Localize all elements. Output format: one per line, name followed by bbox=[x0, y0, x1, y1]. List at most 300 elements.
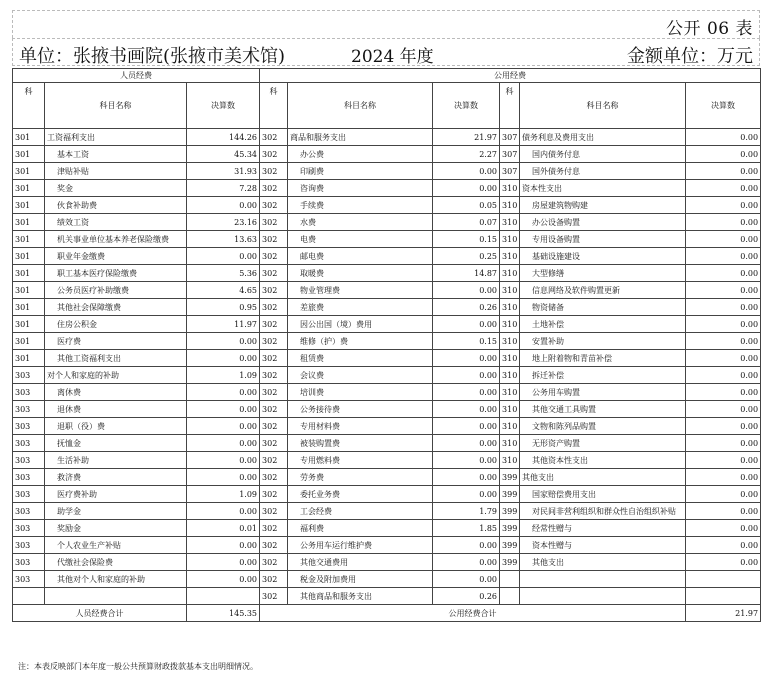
public-a-name-cell: 会议费 bbox=[288, 367, 433, 384]
personnel-code-cell: 301 bbox=[13, 146, 45, 163]
personnel-amount-cell: 4.65 bbox=[187, 282, 260, 299]
public-a-name-cell: 差旅费 bbox=[288, 299, 433, 316]
public-b-name-cell: 国外债务付息 bbox=[520, 163, 686, 180]
public-b-amount-cell: 0.00 bbox=[686, 282, 761, 299]
personnel-amount-cell: 0.00 bbox=[187, 571, 260, 588]
public-a-amount-cell: 0.26 bbox=[433, 299, 500, 316]
personnel-code-cell: 303 bbox=[13, 554, 45, 571]
table-row bbox=[13, 163, 761, 180]
public-b-name-cell bbox=[520, 588, 686, 605]
public-b-name-cell: 公务用车购置 bbox=[520, 384, 686, 401]
public-a-code-cell: 302 bbox=[260, 367, 288, 384]
public-b-code-cell: 310 bbox=[500, 435, 520, 452]
public-a-code-cell: 302 bbox=[260, 163, 288, 180]
personnel-code-cell: 301 bbox=[13, 214, 45, 231]
public-b-code-cell: 310 bbox=[500, 231, 520, 248]
personnel-amount-cell: 0.00 bbox=[187, 384, 260, 401]
personnel-amount-cell: 7.28 bbox=[187, 180, 260, 197]
table-row bbox=[13, 571, 761, 588]
public-a-name-cell: 因公出国（境）费用 bbox=[288, 316, 433, 333]
public-b-name-cell: 对民间非营利组织和群众性自治组织补贴 bbox=[520, 503, 686, 520]
public-a-code-cell: 302 bbox=[260, 520, 288, 537]
personnel-name-cell: 退职（役）费 bbox=[45, 418, 187, 435]
public-a-name-cell: 印刷费 bbox=[288, 163, 433, 180]
personnel-code-cell: 301 bbox=[13, 265, 45, 282]
public-total-label: 公用经费合计 bbox=[260, 605, 686, 622]
personnel-name-cell: 奖励金 bbox=[45, 520, 187, 537]
personnel-amount-cell: 5.36 bbox=[187, 265, 260, 282]
totals-row bbox=[13, 605, 761, 622]
public-b-amount-cell: 0.00 bbox=[686, 333, 761, 350]
personnel-name-cell: 伙食补助费 bbox=[45, 197, 187, 214]
public-a-code-cell: 302 bbox=[260, 214, 288, 231]
personnel-name-cell: 生活补助 bbox=[45, 452, 187, 469]
unit-label: 单位：张掖书画院(张掖市美术馆) bbox=[19, 46, 286, 67]
public-a-amount-cell: 0.00 bbox=[433, 316, 500, 333]
table-row bbox=[13, 384, 761, 401]
public-b-code-cell: 399 bbox=[500, 520, 520, 537]
public-b-code-cell: 307 bbox=[500, 163, 520, 180]
table-row bbox=[13, 231, 761, 248]
public-a-amount-cell: 21.97 bbox=[433, 129, 500, 146]
public-b-code-cell: 307 bbox=[500, 129, 520, 146]
public-b-amount-cell: 0.00 bbox=[686, 503, 761, 520]
personnel-code-cell: 303 bbox=[13, 469, 45, 486]
table-row bbox=[13, 554, 761, 571]
table-row bbox=[13, 299, 761, 316]
table-row bbox=[13, 452, 761, 469]
public-b-name-cell: 拆迁补偿 bbox=[520, 367, 686, 384]
public-b-code-cell bbox=[500, 588, 520, 605]
public-a-name-cell: 办公费 bbox=[288, 146, 433, 163]
public-a-name-cell: 培训费 bbox=[288, 384, 433, 401]
table-row bbox=[13, 350, 761, 367]
public-b-name-cell: 文物和陈列品购置 bbox=[520, 418, 686, 435]
personnel-amount-cell: 13.63 bbox=[187, 231, 260, 248]
personnel-amount-cell: 0.95 bbox=[187, 299, 260, 316]
public-b-name-cell: 专用设备购置 bbox=[520, 231, 686, 248]
public-a-amount-cell: 0.26 bbox=[433, 588, 500, 605]
public-a-name-cell: 电费 bbox=[288, 231, 433, 248]
personnel-amount-cell: 1.09 bbox=[187, 486, 260, 503]
public-b-code-cell: 310 bbox=[500, 384, 520, 401]
section-personnel: 人员经费 bbox=[13, 69, 260, 83]
personnel-code-cell: 303 bbox=[13, 401, 45, 418]
public-b-amount-cell: 0.00 bbox=[686, 248, 761, 265]
public-b-name-cell: 其他支出 bbox=[520, 469, 686, 486]
public-b-code-cell: 310 bbox=[500, 333, 520, 350]
public-a-code-cell: 302 bbox=[260, 571, 288, 588]
personnel-amount-cell: 0.00 bbox=[187, 401, 260, 418]
public-b-code-cell: 310 bbox=[500, 401, 520, 418]
public-a-amount-cell: 0.25 bbox=[433, 248, 500, 265]
personnel-code-cell bbox=[13, 588, 45, 605]
personnel-code-cell: 301 bbox=[13, 129, 45, 146]
table-row bbox=[13, 214, 761, 231]
public-b-amount-cell: 0.00 bbox=[686, 486, 761, 503]
personnel-code-cell: 301 bbox=[13, 316, 45, 333]
personnel-name-cell: 对个人和家庭的补助 bbox=[45, 367, 187, 384]
table-row bbox=[13, 469, 761, 486]
public-a-name-cell: 工会经费 bbox=[288, 503, 433, 520]
table-row bbox=[13, 248, 761, 265]
personnel-amount-cell: 0.00 bbox=[187, 197, 260, 214]
public-a-name-cell: 邮电费 bbox=[288, 248, 433, 265]
public-b-code-cell: 310 bbox=[500, 214, 520, 231]
public-a-amount-cell: 0.00 bbox=[433, 537, 500, 554]
personnel-code-cell: 301 bbox=[13, 350, 45, 367]
public-b-amount-cell: 0.00 bbox=[686, 146, 761, 163]
personnel-amount-cell: 0.00 bbox=[187, 418, 260, 435]
public-a-code-cell: 302 bbox=[260, 486, 288, 503]
header-code: 科 bbox=[13, 83, 45, 129]
table-row bbox=[13, 367, 761, 384]
personnel-name-cell: 其他工资福利支出 bbox=[45, 350, 187, 367]
public-a-amount-cell: 0.00 bbox=[433, 401, 500, 418]
public-a-amount-cell: 0.05 bbox=[433, 197, 500, 214]
public-b-code-cell: 310 bbox=[500, 350, 520, 367]
public-b-amount-cell: 0.00 bbox=[686, 350, 761, 367]
public-a-code-cell: 302 bbox=[260, 146, 288, 163]
public-b-amount-cell: 0.00 bbox=[686, 537, 761, 554]
personnel-total-value: 145.35 bbox=[187, 605, 260, 622]
table-row bbox=[13, 401, 761, 418]
public-b-code-cell: 310 bbox=[500, 452, 520, 469]
personnel-name-cell: 代缴社会保险费 bbox=[45, 554, 187, 571]
public-a-amount-cell: 0.00 bbox=[433, 384, 500, 401]
public-b-code-cell: 399 bbox=[500, 469, 520, 486]
header-code: 科 bbox=[260, 83, 288, 129]
public-b-amount-cell: 0.00 bbox=[686, 129, 761, 146]
header-amount: 决算数 bbox=[187, 83, 260, 129]
table-row bbox=[13, 129, 761, 146]
public-b-code-cell: 310 bbox=[500, 265, 520, 282]
public-a-code-cell: 302 bbox=[260, 248, 288, 265]
public-a-amount-cell: 0.00 bbox=[433, 469, 500, 486]
public-a-name-cell: 手续费 bbox=[288, 197, 433, 214]
personnel-name-cell: 工资福利支出 bbox=[45, 129, 187, 146]
public-a-code-cell: 302 bbox=[260, 299, 288, 316]
public-b-amount-cell: 0.00 bbox=[686, 231, 761, 248]
expenditure-table bbox=[12, 68, 761, 622]
personnel-code-cell: 303 bbox=[13, 384, 45, 401]
table-row bbox=[13, 265, 761, 282]
public-b-amount-cell bbox=[686, 588, 761, 605]
public-a-amount-cell: 0.00 bbox=[433, 452, 500, 469]
section-header-row bbox=[13, 69, 761, 83]
personnel-name-cell: 退休费 bbox=[45, 401, 187, 418]
public-b-code-cell: 310 bbox=[500, 197, 520, 214]
public-b-amount-cell: 0.00 bbox=[686, 163, 761, 180]
public-b-name-cell: 经常性赠与 bbox=[520, 520, 686, 537]
public-a-amount-cell: 0.15 bbox=[433, 333, 500, 350]
public-b-code-cell: 399 bbox=[500, 537, 520, 554]
personnel-code-cell: 303 bbox=[13, 418, 45, 435]
public-a-amount-cell: 0.00 bbox=[433, 435, 500, 452]
public-a-code-cell: 302 bbox=[260, 384, 288, 401]
public-a-amount-cell: 0.15 bbox=[433, 231, 500, 248]
public-b-amount-cell: 0.00 bbox=[686, 265, 761, 282]
public-a-amount-cell: 0.00 bbox=[433, 486, 500, 503]
public-b-name-cell: 国家赔偿费用支出 bbox=[520, 486, 686, 503]
public-a-code-cell: 302 bbox=[260, 435, 288, 452]
public-b-code-cell: 310 bbox=[500, 180, 520, 197]
personnel-amount-cell: 0.00 bbox=[187, 333, 260, 350]
public-b-code-cell: 310 bbox=[500, 282, 520, 299]
public-b-amount-cell: 0.00 bbox=[686, 316, 761, 333]
form-number: 公开 06 表 bbox=[666, 19, 753, 39]
public-a-code-cell: 302 bbox=[260, 180, 288, 197]
public-a-name-cell: 公务用车运行维护费 bbox=[288, 537, 433, 554]
header-name: 科目名称 bbox=[288, 83, 433, 129]
public-b-amount-cell: 0.00 bbox=[686, 401, 761, 418]
public-a-name-cell: 维修（护）费 bbox=[288, 333, 433, 350]
public-b-name-cell: 土地补偿 bbox=[520, 316, 686, 333]
public-b-code-cell: 310 bbox=[500, 248, 520, 265]
personnel-name-cell: 抚恤金 bbox=[45, 435, 187, 452]
public-b-code-cell: 399 bbox=[500, 554, 520, 571]
personnel-code-cell: 303 bbox=[13, 503, 45, 520]
public-b-name-cell: 资本性赠与 bbox=[520, 537, 686, 554]
public-b-code-cell: 307 bbox=[500, 146, 520, 163]
public-a-code-cell: 302 bbox=[260, 197, 288, 214]
personnel-code-cell: 301 bbox=[13, 333, 45, 350]
table-row bbox=[13, 503, 761, 520]
public-b-amount-cell: 0.00 bbox=[686, 384, 761, 401]
personnel-name-cell: 职工基本医疗保险缴费 bbox=[45, 265, 187, 282]
personnel-code-cell: 303 bbox=[13, 537, 45, 554]
personnel-name-cell: 助学金 bbox=[45, 503, 187, 520]
public-a-code-cell: 302 bbox=[260, 333, 288, 350]
public-b-code-cell: 310 bbox=[500, 316, 520, 333]
table-row bbox=[13, 588, 761, 605]
public-a-amount-cell: 2.27 bbox=[433, 146, 500, 163]
personnel-name-cell bbox=[45, 588, 187, 605]
personnel-amount-cell: 0.01 bbox=[187, 520, 260, 537]
public-a-amount-cell: 0.00 bbox=[433, 163, 500, 180]
public-a-amount-cell: 0.00 bbox=[433, 350, 500, 367]
personnel-amount-cell: 23.16 bbox=[187, 214, 260, 231]
personnel-name-cell: 医疗费 bbox=[45, 333, 187, 350]
public-a-code-cell: 302 bbox=[260, 554, 288, 571]
public-a-code-cell: 302 bbox=[260, 129, 288, 146]
public-a-code-cell: 302 bbox=[260, 588, 288, 605]
table-row bbox=[13, 486, 761, 503]
personnel-code-cell: 303 bbox=[13, 520, 45, 537]
header-amount: 决算数 bbox=[433, 83, 500, 129]
public-a-code-cell: 302 bbox=[260, 231, 288, 248]
personnel-code-cell: 303 bbox=[13, 571, 45, 588]
personnel-name-cell: 津贴补贴 bbox=[45, 163, 187, 180]
personnel-code-cell: 303 bbox=[13, 367, 45, 384]
column-header-row bbox=[13, 83, 761, 129]
report-header bbox=[12, 38, 760, 66]
personnel-amount-cell: 0.00 bbox=[187, 350, 260, 367]
personnel-amount-cell: 11.97 bbox=[187, 316, 260, 333]
personnel-name-cell: 奖金 bbox=[45, 180, 187, 197]
personnel-code-cell: 301 bbox=[13, 197, 45, 214]
public-b-name-cell: 大型修缮 bbox=[520, 265, 686, 282]
section-public: 公用经费 bbox=[260, 69, 761, 83]
table-row bbox=[13, 180, 761, 197]
table-row bbox=[13, 197, 761, 214]
personnel-amount-cell: 0.00 bbox=[187, 248, 260, 265]
public-b-amount-cell: 0.00 bbox=[686, 418, 761, 435]
public-total-value: 21.97 bbox=[686, 605, 761, 622]
public-b-amount-cell: 0.00 bbox=[686, 299, 761, 316]
header-amount: 决算数 bbox=[686, 83, 761, 129]
table-row bbox=[13, 520, 761, 537]
public-b-amount-cell: 0.00 bbox=[686, 452, 761, 469]
form-number-bar bbox=[12, 10, 760, 38]
public-a-code-cell: 302 bbox=[260, 452, 288, 469]
public-b-name-cell: 信息网络及软件购置更新 bbox=[520, 282, 686, 299]
public-a-code-cell: 302 bbox=[260, 282, 288, 299]
public-b-amount-cell: 0.00 bbox=[686, 469, 761, 486]
personnel-amount-cell: 0.00 bbox=[187, 554, 260, 571]
public-b-name-cell: 资本性支出 bbox=[520, 180, 686, 197]
public-b-amount-cell: 0.00 bbox=[686, 520, 761, 537]
public-b-amount-cell: 0.00 bbox=[686, 180, 761, 197]
table-row bbox=[13, 282, 761, 299]
public-a-name-cell: 专用燃料费 bbox=[288, 452, 433, 469]
personnel-name-cell: 救济费 bbox=[45, 469, 187, 486]
public-a-amount-cell: 14.87 bbox=[433, 265, 500, 282]
public-a-name-cell: 租赁费 bbox=[288, 350, 433, 367]
personnel-name-cell: 离休费 bbox=[45, 384, 187, 401]
personnel-amount-cell: 1.09 bbox=[187, 367, 260, 384]
public-a-name-cell: 其他交通费用 bbox=[288, 554, 433, 571]
personnel-amount-cell: 45.34 bbox=[187, 146, 260, 163]
public-b-code-cell bbox=[500, 571, 520, 588]
public-b-code-cell: 310 bbox=[500, 367, 520, 384]
header-name: 科目名称 bbox=[520, 83, 686, 129]
personnel-name-cell: 机关事业单位基本养老保险缴费 bbox=[45, 231, 187, 248]
public-a-name-cell: 商品和服务支出 bbox=[288, 129, 433, 146]
public-b-name-cell: 安置补助 bbox=[520, 333, 686, 350]
personnel-code-cell: 301 bbox=[13, 299, 45, 316]
public-a-code-cell: 302 bbox=[260, 350, 288, 367]
report-year: 2024 年度 bbox=[351, 47, 434, 67]
public-a-name-cell: 其他商品和服务支出 bbox=[288, 588, 433, 605]
table-row bbox=[13, 146, 761, 163]
personnel-name-cell: 公务员医疗补助缴费 bbox=[45, 282, 187, 299]
public-b-name-cell: 基础设施建设 bbox=[520, 248, 686, 265]
public-a-amount-cell: 0.00 bbox=[433, 571, 500, 588]
public-a-amount-cell: 0.00 bbox=[433, 282, 500, 299]
public-a-name-cell: 福利费 bbox=[288, 520, 433, 537]
personnel-amount-cell: 0.00 bbox=[187, 503, 260, 520]
personnel-amount-cell: 0.00 bbox=[187, 537, 260, 554]
personnel-name-cell: 基本工资 bbox=[45, 146, 187, 163]
public-a-name-cell: 咨询费 bbox=[288, 180, 433, 197]
public-a-amount-cell: 1.79 bbox=[433, 503, 500, 520]
personnel-code-cell: 301 bbox=[13, 282, 45, 299]
header-code: 科 bbox=[500, 83, 520, 129]
public-b-name-cell: 办公设备购置 bbox=[520, 214, 686, 231]
header-name: 科目名称 bbox=[45, 83, 187, 129]
public-a-amount-cell: 0.07 bbox=[433, 214, 500, 231]
public-b-amount-cell: 0.00 bbox=[686, 197, 761, 214]
public-b-name-cell: 房屋建筑物购建 bbox=[520, 197, 686, 214]
public-a-code-cell: 302 bbox=[260, 401, 288, 418]
public-b-name-cell: 债务利息及费用支出 bbox=[520, 129, 686, 146]
public-b-name-cell: 其他资本性支出 bbox=[520, 452, 686, 469]
public-a-code-cell: 302 bbox=[260, 316, 288, 333]
public-a-code-cell: 302 bbox=[260, 469, 288, 486]
personnel-amount-cell: 0.00 bbox=[187, 452, 260, 469]
personnel-code-cell: 301 bbox=[13, 163, 45, 180]
public-b-name-cell: 无形资产购置 bbox=[520, 435, 686, 452]
personnel-amount-cell: 31.93 bbox=[187, 163, 260, 180]
public-a-name-cell: 劳务费 bbox=[288, 469, 433, 486]
public-b-amount-cell bbox=[686, 571, 761, 588]
public-b-amount-cell: 0.00 bbox=[686, 554, 761, 571]
table-row bbox=[13, 418, 761, 435]
personnel-code-cell: 303 bbox=[13, 452, 45, 469]
table-row bbox=[13, 435, 761, 452]
personnel-name-cell: 其他社会保障缴费 bbox=[45, 299, 187, 316]
public-b-name-cell: 其他支出 bbox=[520, 554, 686, 571]
personnel-name-cell: 住房公积金 bbox=[45, 316, 187, 333]
public-b-name-cell: 其他交通工具购置 bbox=[520, 401, 686, 418]
public-b-code-cell: 310 bbox=[500, 418, 520, 435]
public-a-name-cell: 专用材料费 bbox=[288, 418, 433, 435]
personnel-name-cell: 职业年金缴费 bbox=[45, 248, 187, 265]
public-a-amount-cell: 0.00 bbox=[433, 180, 500, 197]
personnel-name-cell: 医疗费补助 bbox=[45, 486, 187, 503]
footnote: 注：本表反映部门本年度一般公共预算财政拨款基本支出明细情况。 bbox=[18, 662, 258, 671]
public-a-code-cell: 302 bbox=[260, 503, 288, 520]
public-a-amount-cell: 0.00 bbox=[433, 554, 500, 571]
public-a-code-cell: 302 bbox=[260, 265, 288, 282]
personnel-amount-cell: 0.00 bbox=[187, 435, 260, 452]
public-b-amount-cell: 0.00 bbox=[686, 367, 761, 384]
personnel-amount-cell bbox=[187, 588, 260, 605]
public-a-code-cell: 302 bbox=[260, 537, 288, 554]
public-a-code-cell: 302 bbox=[260, 418, 288, 435]
public-b-code-cell: 399 bbox=[500, 486, 520, 503]
public-a-name-cell: 取暖费 bbox=[288, 265, 433, 282]
public-b-name-cell bbox=[520, 571, 686, 588]
public-a-name-cell: 税金及附加费用 bbox=[288, 571, 433, 588]
public-a-amount-cell: 0.00 bbox=[433, 367, 500, 384]
personnel-amount-cell: 0.00 bbox=[187, 469, 260, 486]
personnel-code-cell: 301 bbox=[13, 231, 45, 248]
public-b-amount-cell: 0.00 bbox=[686, 435, 761, 452]
public-a-name-cell: 被装购置费 bbox=[288, 435, 433, 452]
personnel-name-cell: 个人农业生产补贴 bbox=[45, 537, 187, 554]
public-b-name-cell: 国内债务付息 bbox=[520, 146, 686, 163]
personnel-code-cell: 301 bbox=[13, 248, 45, 265]
table-row bbox=[13, 316, 761, 333]
table-row bbox=[13, 537, 761, 554]
personnel-code-cell: 303 bbox=[13, 486, 45, 503]
personnel-name-cell: 绩效工资 bbox=[45, 214, 187, 231]
public-a-amount-cell: 0.00 bbox=[433, 418, 500, 435]
personnel-code-cell: 303 bbox=[13, 435, 45, 452]
public-b-code-cell: 399 bbox=[500, 503, 520, 520]
public-a-name-cell: 物业管理费 bbox=[288, 282, 433, 299]
public-b-code-cell: 310 bbox=[500, 299, 520, 316]
personnel-amount-cell: 144.26 bbox=[187, 129, 260, 146]
personnel-total-label: 人员经费合计 bbox=[13, 605, 187, 622]
personnel-code-cell: 301 bbox=[13, 180, 45, 197]
public-b-name-cell: 地上附着物和青苗补偿 bbox=[520, 350, 686, 367]
personnel-name-cell: 其他对个人和家庭的补助 bbox=[45, 571, 187, 588]
amount-unit: 金额单位：万元 bbox=[627, 46, 753, 67]
public-a-name-cell: 公务接待费 bbox=[288, 401, 433, 418]
